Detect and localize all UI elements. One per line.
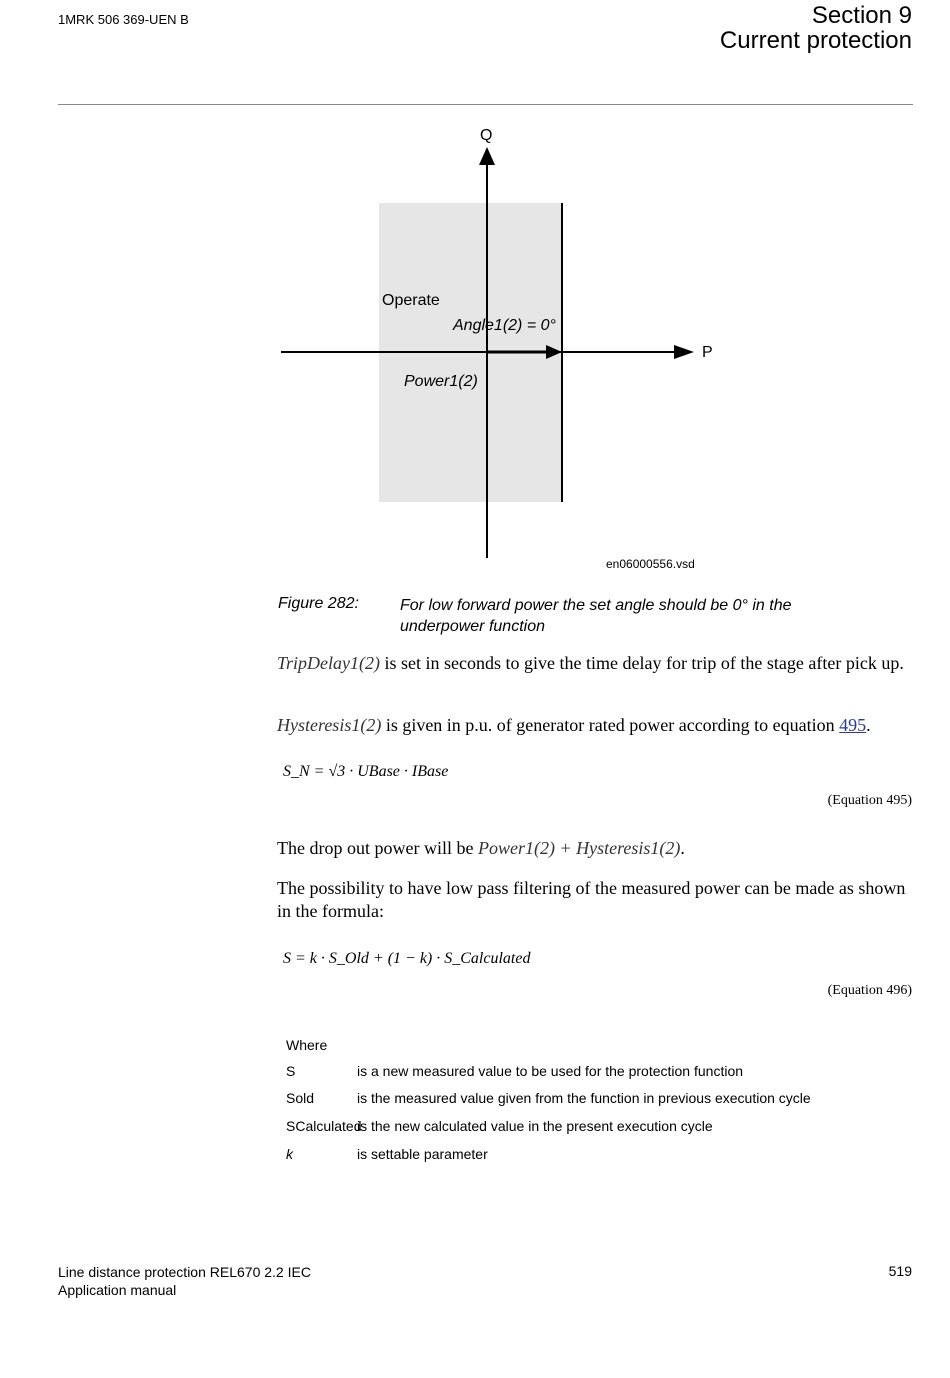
paragraph-dropout: [277, 837, 913, 860]
where-symbol-s: S: [286, 1063, 296, 1079]
equation-495-tag: (Equation 495): [827, 793, 912, 808]
paragraph-filtering: The possibility to have low pass filtering of the measured power can be made as shown in the formula:: [277, 878, 906, 921]
footer-manual: Application manual: [58, 1282, 177, 1298]
footer-product: Line distance protection REL670 2.2 IEC: [58, 1264, 311, 1280]
paragraph-tripdelay: [277, 652, 913, 675]
where-symbol-sold: Sold: [286, 1090, 315, 1106]
paragraph-hysteresis-end: .: [866, 715, 871, 735]
figure-file-name: en06000556.vsd: [606, 557, 695, 571]
paragraph-hysteresis-text: is given in p.u. of generator rated power according to equation: [381, 715, 840, 735]
q-axis-label: Q: [480, 127, 493, 144]
pq-diagram: [270, 120, 730, 580]
p-axis-arrowhead: [674, 345, 694, 359]
term-hysteresis: Hysteresis1(2): [277, 715, 382, 735]
angle-label: Angle1(2) = 0°: [453, 317, 556, 334]
equation-496: S = k · S_Old + (1 − k) · S_Calculated: [283, 950, 531, 967]
q-axis-arrowhead: [479, 147, 495, 165]
equation-495: S_N = √3 · UBase · IBase: [283, 763, 449, 780]
equation-495-link[interactable]: 495: [839, 715, 867, 735]
section-number: Section 9: [811, 2, 912, 29]
term-tripdelay: TripDelay1(2): [277, 653, 380, 673]
term-dropout: Power1(2) + Hysteresis1(2): [477, 838, 681, 858]
operate-label: Operate: [382, 292, 440, 309]
figure-caption-text: For low forward power the set angle should be 0° in the underpower function: [400, 597, 792, 635]
paragraph-hysteresis: [277, 714, 913, 737]
equation-496-tag: (Equation 496): [827, 983, 912, 998]
paragraph-dropout-text: The drop out power will be: [277, 838, 478, 858]
paragraph-tripdelay-text: is set in seconds to give the time delay for trip of the stage after pick up.: [380, 653, 904, 673]
footer-left: [58, 1263, 311, 1299]
paragraph-dropout-end: .: [680, 838, 685, 858]
where-desc-k: is settable parameter: [357, 1146, 488, 1162]
document-id: 1MRK 506 369-UEN B: [58, 12, 189, 27]
page-number: 519: [888, 1263, 912, 1279]
where-desc-sold: is the measured value given from the function in previous execution cycle: [357, 1090, 811, 1106]
figure-caption-label: Figure 282:: [278, 595, 359, 612]
section-title: Current protection: [719, 27, 912, 54]
header-divider: [58, 104, 913, 105]
power-label: Power1(2): [404, 373, 478, 390]
where-symbol-scalculated: SCalculated: [286, 1118, 362, 1134]
where-symbol-k: k: [286, 1146, 293, 1162]
where-desc-scalculated: is the new calculated value in the present execution cycle: [357, 1118, 713, 1134]
p-axis-label: P: [702, 344, 713, 361]
where-desc-s: is a new measured value to be used for the protection function: [357, 1063, 744, 1079]
where-heading: Where: [286, 1037, 328, 1053]
